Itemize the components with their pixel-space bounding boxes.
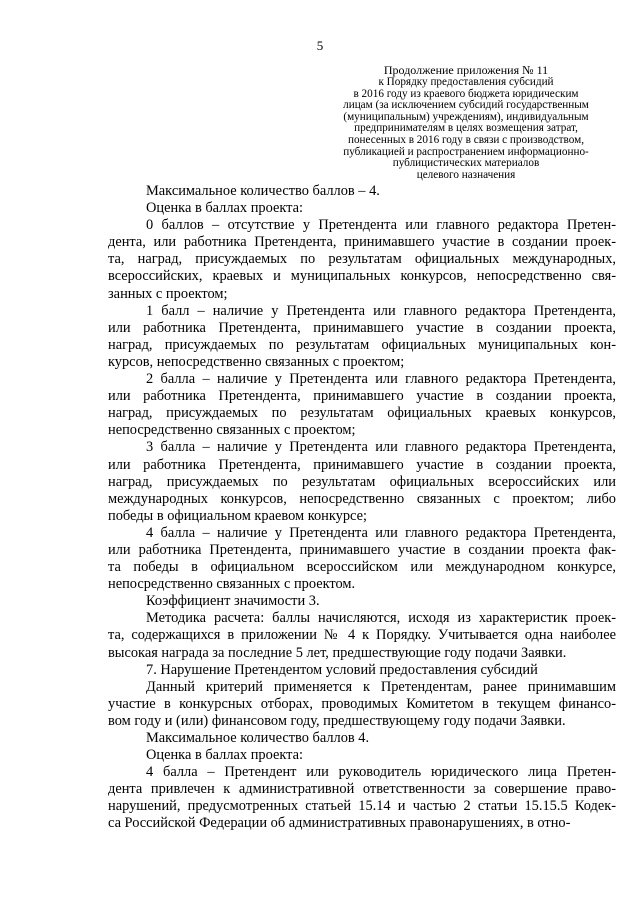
text-line: наград, присуждаемых по результатам официальных всероссийских или [108,473,616,490]
text-line: та, содержащихся в приложении № 4 к Порядку. Учитывается одна наиболее [108,627,616,644]
paragraph [108,371,616,439]
text-line: или работника Претендента, принимавшего участие в создании проекта фак- [108,541,616,558]
header-line: предпринимателям в целях возмещения затрат, [354,122,578,135]
text-line: са Российской Федерации об административных правонарушениях, в отно- [108,815,571,832]
paragraph [108,747,616,764]
text-line: непосредственно связанных с проектом; [108,422,356,439]
paragraph [108,593,616,610]
header-line: лицам (за исключением субсидий государственным [343,99,589,112]
paragraph [108,183,616,200]
text-line: та, наград, присуждаемых по результатам официальных международных, [108,251,616,268]
text-line: 1 балл – наличие у Претендента или главного редактора Претендента, [146,302,616,319]
paragraph [108,764,616,832]
text-line: 2 балла – наличие у Претендента или главного редактора Претендента, [146,371,616,388]
header-line: публикацией и распространением информационно- [343,145,589,158]
text-line: участие в конкурсных отборах, проводимых Комитетом в текущем финансо- [108,695,616,712]
paragraph [108,679,616,730]
header-line: понесенных в 2016 году в связи с производством, [347,133,585,146]
text-line: Данный критерий применяется к Претендентам, ранее принимавшим [146,678,616,695]
paragraph [108,730,616,747]
text-line: наград, присуждаемых по результатам официальных муниципальных кон- [108,336,616,353]
text-line: курсов, непосредственно связанных с проектом; [108,353,405,370]
page-number: 5 [316,38,324,53]
text-line: высокая награда за последние 5 лет, предшествующие году подачи Заявки. [108,644,567,661]
text-line: 4 балла – Претендент или руководитель юридического лица Претен- [146,764,616,781]
paragraph [108,217,616,302]
text-line: всероссийских, краевых и муниципальных конкурсов, непосредственно свя- [108,268,616,285]
paragraph [108,200,616,217]
document-body [108,183,616,833]
text-line: 0 баллов – отсутствие у Претендента или главного редактора Претен- [146,217,616,234]
text-line: дента, или работника Претендента, принимавшего участие в создании проек- [108,234,616,251]
header-line: (муниципальным) учреждениям), индивидуальным [343,110,589,123]
paragraph [108,662,616,679]
text-line: Максимальное количество баллов – 4. [146,183,380,199]
header-line: к Порядку предоставления субсидий [378,76,554,88]
text-line: Оценка в баллах проекта: [146,200,304,217]
text-line: та победы в официальном всероссийском или международном конкурсе, [108,559,616,576]
text-line: или работника Претендента, принимавшего участие в создании проекта, [108,388,616,405]
text-line: Коэффициент значимости 3. [146,593,320,610]
text-line: Максимальное количество баллов 4. [146,730,370,746]
header-line: в 2016 году из краевого бюджета юридическим [353,87,579,100]
text-line: занных с проектом; [108,285,228,302]
appendix-header [318,64,614,181]
text-line: вом году и (или) финансовом году, предшествующему году подачи Заявки. [108,712,566,729]
text-line: 7. Нарушение Претендентом условий предоставления субсидий [146,661,538,678]
text-line: Методика расчета: баллы начисляются, исходя из характеристик проек- [146,610,616,627]
text-line: Оценка в баллах проекта: [146,747,304,764]
paragraph [108,303,616,371]
header-line: Продолжение приложения № 11 [383,63,549,77]
text-line: 4 балла – наличие у Претендента или главного редактора Претендента, [146,524,616,541]
paragraph [108,610,616,661]
text-line: 3 балла – наличие у Претендента или главного редактора Претендента, [146,439,616,456]
text-line: нарушений, предусмотренных статьей 15.14 и частью 2 статьи 15.15.5 Кодек- [108,798,616,815]
header-line: целевого назначения [416,168,516,181]
text-line: непосредственно связанных с проектом. [108,576,356,593]
text-line: наград, присуждаемых по результатам официальных краевых конкурсов, [108,405,616,422]
text-line: или работника Претендента, принимавшего участие в создании проекта, [108,456,616,473]
paragraph [108,525,616,593]
text-line: или работника Претендента, принимавшего участие в создании проекта, [108,319,616,336]
text-line: международных конкурсов, непосредственно связанных с проектом; либо [108,490,616,507]
paragraph [108,439,616,524]
header-line: публицистических материалов [392,157,540,170]
text-line: победы в официальном краевом конкурсе; [108,507,367,524]
text-line: дента привлечен к административной ответственности за совершение право- [108,781,616,798]
